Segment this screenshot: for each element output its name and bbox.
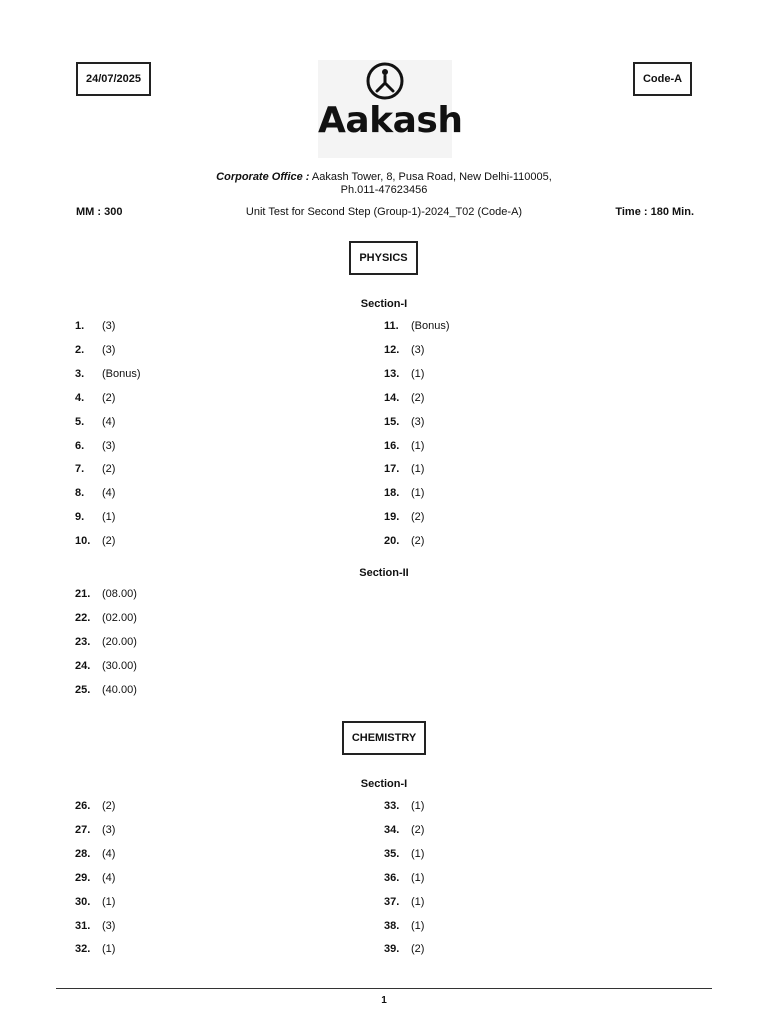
max-marks: MM : 300 bbox=[76, 206, 123, 218]
answer-value: (1) bbox=[411, 800, 425, 812]
office-phone: Ph.011-47623456 bbox=[340, 184, 428, 196]
question-number: 38. bbox=[384, 919, 400, 932]
question-number: 5. bbox=[75, 415, 85, 428]
answer-value: (1) bbox=[411, 895, 425, 908]
question-number: 15. bbox=[384, 415, 400, 428]
footer-divider bbox=[56, 988, 712, 989]
question-number: 10. bbox=[75, 535, 91, 548]
answer-value: (2) bbox=[102, 391, 116, 404]
answer-row bbox=[384, 486, 424, 500]
date-box bbox=[76, 62, 151, 96]
answer-row bbox=[384, 895, 424, 909]
answer-value: (1) bbox=[102, 943, 116, 956]
answer-row bbox=[384, 847, 424, 861]
answer-row bbox=[384, 391, 424, 405]
answer-row bbox=[75, 319, 115, 333]
answer-row bbox=[75, 683, 137, 697]
office-label: Corporate Office : bbox=[216, 171, 310, 183]
answer-value: (1) bbox=[411, 439, 425, 452]
answer-value: (3) bbox=[411, 415, 425, 428]
answer-value: (40.00) bbox=[102, 683, 137, 696]
code-text: Code-A bbox=[642, 73, 683, 85]
answer-value: (4) bbox=[102, 415, 116, 428]
answer-row bbox=[384, 942, 424, 956]
answer-value: (3) bbox=[102, 823, 116, 836]
question-number: 21. bbox=[75, 588, 91, 600]
question-number: 17. bbox=[384, 463, 400, 476]
answer-value: (1) bbox=[411, 463, 425, 476]
question-number: 26. bbox=[75, 800, 91, 812]
question-number: 14. bbox=[384, 391, 400, 404]
chemistry-section1-title: Section-I bbox=[360, 778, 408, 790]
answer-row bbox=[384, 415, 424, 429]
question-number: 20. bbox=[384, 535, 400, 548]
answer-row bbox=[75, 635, 137, 649]
question-number: 39. bbox=[384, 943, 400, 956]
answer-row bbox=[384, 799, 424, 813]
question-number: 33. bbox=[384, 800, 400, 812]
physics-section2-title: Section-II bbox=[359, 567, 409, 579]
answer-row bbox=[75, 439, 115, 453]
question-number: 30. bbox=[75, 895, 91, 908]
question-number: 32. bbox=[75, 943, 91, 956]
answer-value: (1) bbox=[411, 367, 425, 380]
answer-row bbox=[75, 587, 137, 601]
physics-title: PHYSICS bbox=[359, 252, 408, 264]
question-number: 25. bbox=[75, 683, 91, 696]
question-number: 8. bbox=[75, 487, 85, 500]
question-number: 12. bbox=[384, 343, 400, 356]
question-number: 9. bbox=[75, 511, 85, 524]
answer-value: (1) bbox=[102, 895, 116, 908]
answer-value: (20.00) bbox=[102, 635, 137, 648]
answer-value: (2) bbox=[102, 463, 116, 476]
logo-wordmark: Aakash bbox=[318, 100, 463, 141]
answer-value: (3) bbox=[411, 343, 425, 356]
answer-row bbox=[384, 343, 424, 357]
question-number: 36. bbox=[384, 871, 400, 884]
question-number: 18. bbox=[384, 487, 400, 500]
answer-value: (2) bbox=[411, 823, 425, 836]
question-number: 24. bbox=[75, 659, 91, 672]
chemistry-heading-box bbox=[342, 721, 426, 755]
answer-row bbox=[384, 919, 424, 933]
answer-value: (08.00) bbox=[102, 588, 137, 600]
answer-row bbox=[75, 871, 115, 885]
question-number: 23. bbox=[75, 635, 91, 648]
answer-row bbox=[75, 799, 115, 813]
answer-value: (2) bbox=[411, 943, 425, 956]
answer-value: (2) bbox=[102, 800, 116, 812]
answer-row bbox=[75, 486, 115, 500]
answer-row bbox=[384, 439, 424, 453]
answer-row bbox=[384, 462, 424, 476]
answer-value: (2) bbox=[102, 535, 116, 548]
answer-value: (1) bbox=[411, 847, 425, 860]
question-number: 3. bbox=[75, 367, 85, 380]
question-number: 29. bbox=[75, 871, 91, 884]
answer-value: (1) bbox=[411, 919, 425, 932]
answer-value: (1) bbox=[102, 511, 116, 524]
physics-section1-title: Section-I bbox=[360, 298, 408, 310]
office-address: Aakash Tower, 8, Pusa Road, New Delhi-110005, bbox=[311, 171, 552, 183]
answer-value: (2) bbox=[411, 391, 425, 404]
question-number: 7. bbox=[75, 463, 85, 476]
answer-row bbox=[384, 823, 424, 837]
answer-row bbox=[75, 823, 115, 837]
answer-value: (4) bbox=[102, 871, 116, 884]
time-limit: Time : 180 Min. bbox=[615, 206, 694, 218]
answer-value: (3) bbox=[102, 439, 116, 452]
aakash-emblem-icon bbox=[365, 61, 405, 101]
answer-row bbox=[75, 942, 115, 956]
answer-row bbox=[75, 391, 115, 405]
aakash-logo bbox=[318, 60, 463, 158]
answer-value: (Bonus) bbox=[411, 320, 450, 332]
answer-row bbox=[75, 534, 115, 548]
question-number: 13. bbox=[384, 367, 400, 380]
answer-value: (1) bbox=[411, 487, 425, 500]
question-number: 4. bbox=[75, 391, 85, 404]
answer-row bbox=[75, 659, 137, 673]
question-number: 11. bbox=[384, 320, 399, 332]
question-number: 1. bbox=[75, 320, 85, 332]
answer-value: (Bonus) bbox=[102, 367, 141, 380]
question-number: 6. bbox=[75, 439, 85, 452]
physics-heading-box bbox=[349, 241, 418, 275]
answer-row bbox=[75, 510, 115, 524]
question-number: 28. bbox=[75, 847, 91, 860]
answer-row bbox=[384, 367, 424, 381]
answer-value: (02.00) bbox=[102, 611, 137, 624]
answer-value: (1) bbox=[411, 871, 425, 884]
answer-value: (2) bbox=[411, 535, 425, 548]
chemistry-title: CHEMISTRY bbox=[351, 732, 417, 744]
question-number: 27. bbox=[75, 823, 91, 836]
question-number: 34. bbox=[384, 823, 400, 836]
code-box bbox=[633, 62, 692, 96]
answer-row bbox=[75, 919, 115, 933]
answer-row bbox=[75, 415, 115, 429]
answer-row bbox=[75, 611, 137, 625]
date-text: 24/07/2025 bbox=[85, 73, 142, 85]
answer-row bbox=[384, 510, 424, 524]
answer-row bbox=[75, 343, 115, 357]
answer-row bbox=[384, 534, 424, 548]
page-number: 1 bbox=[381, 995, 387, 1006]
question-number: 2. bbox=[75, 343, 85, 356]
answer-row bbox=[384, 319, 450, 333]
answer-row bbox=[384, 871, 424, 885]
answer-value: (3) bbox=[102, 320, 116, 332]
question-number: 37. bbox=[384, 895, 400, 908]
corporate-office bbox=[150, 171, 618, 197]
question-number: 16. bbox=[384, 439, 400, 452]
question-number: 35. bbox=[384, 847, 400, 860]
answer-value: (4) bbox=[102, 847, 116, 860]
answer-value: (3) bbox=[102, 343, 116, 356]
answer-row bbox=[75, 462, 115, 476]
answer-row bbox=[75, 895, 115, 909]
answer-value: (2) bbox=[411, 511, 425, 524]
answer-value: (3) bbox=[102, 919, 116, 932]
answer-value: (30.00) bbox=[102, 659, 137, 672]
test-name: Unit Test for Second Step (Group-1)-2024_T02 (Code-A) bbox=[245, 206, 523, 218]
answer-value: (4) bbox=[102, 487, 116, 500]
answer-row bbox=[75, 847, 115, 861]
question-number: 22. bbox=[75, 611, 91, 624]
answer-row bbox=[75, 367, 141, 381]
question-number: 19. bbox=[384, 511, 400, 524]
question-number: 31. bbox=[75, 919, 91, 932]
